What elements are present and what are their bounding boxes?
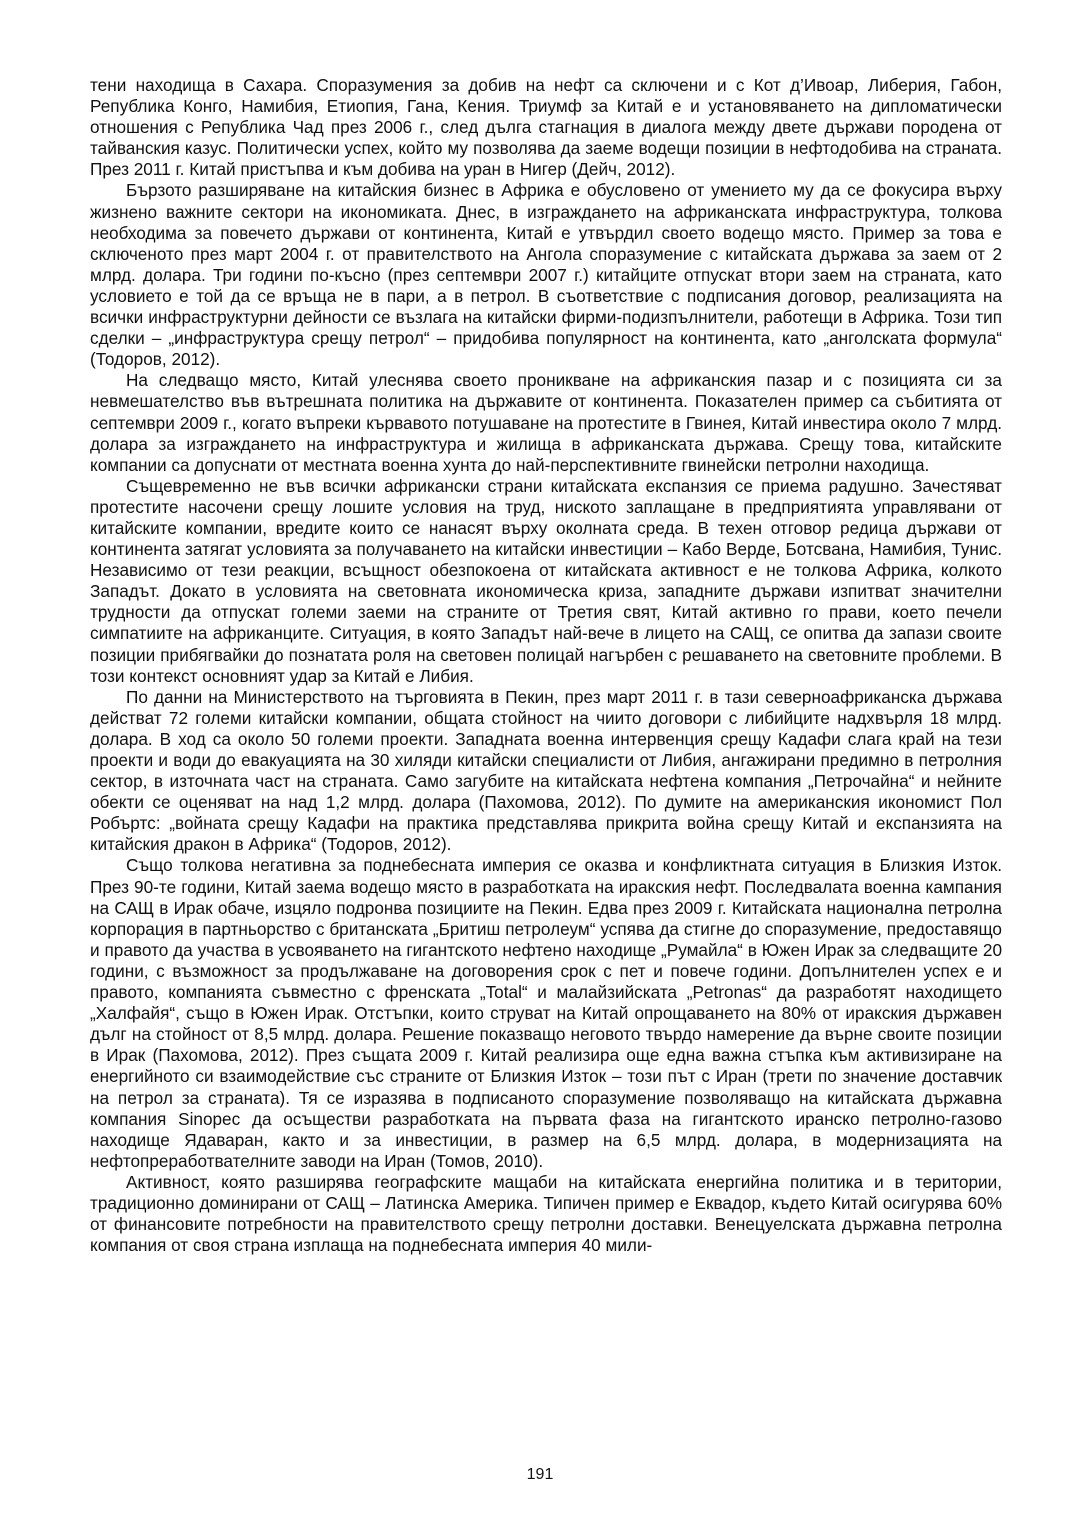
paragraph-1: тени находища в Сахара. Споразумения за добив на нефт са сключени и с Кот д’Ивоар, Либерия, Габон, Република Конго, Намибия, Етиопия, Гана, Кения. Триумф за Китай е и установяването на дипломатически отношения с Република Чад през 2006 г., след дълга стагнация в диалога между двете държави породена от тайванския казус. Политически успех, който му позволява да заеме водещи позиции в нефтодобива на страната. През 2011 г. Китай пристъпва и към добива на уран в Нигер (Дейч, 2012). — [90, 75, 1002, 180]
page-body — [90, 75, 1002, 1256]
paragraph-5: По данни на Министерството на търговията в Пекин, през март 2011 г. в тази северноафриканска държава действат 72 големи китайски компании, общата стойност на чиито договори с либийците надхвърля 18 млрд. долара. В ход са около 50 големи проекти. Западната военна интервенция срещу Кадафи слага край на тези проекти и води до евакуацията на 30 хиляди китайски специалисти от Либия, ангажирани предимно в петролния сектор, в източната част на страната. Само загубите на китайската нефтена компания „Петрочайна“ и нейните обекти се оценяват на над 1,2 млрд. долара (Пахомова, 2012). По думите на американския икономист Пол Робъртс: „войната срещу Кадафи на практика представлява прикрита война срещу Китай и експанзията на китайския дракон в Африка“ (Тодоров, 2012). — [90, 686, 1002, 855]
page-number: 191 — [526, 1466, 554, 1483]
paragraph-2: Бързото разширяване на китайския бизнес в Африка е обусловено от умението му да се фокусира върху жизнено важните сектори на икономиката. Днес, в изграждането на африканската инфраструктура, толкова необходима за повечето държави от континента, Китай е утвърдил своето водещо място. Пример за това е сключеното през март 2004 г. от правителството на Ангола споразумение с китайската държава за заем от 2 млрд. долара. Три години по-късно (през септември 2007 г.) китайците отпускат втори заем на страната, като условието е той да се връща не в пари, а в петрол. В съответствие с подписания договор, реализацията на всички инфраструктурни дейности се възлага на китайски фирми-подизпълнители, работещи в Африка. Този тип сделки – „инфраструктура срещу петрол“ – придобива популярност на континента, като „анголската формула“ (Тодоров, 2012). — [90, 180, 1002, 370]
paragraph-6: Също толкова негативна за поднебесната империя се оказва и конфликтната ситуация в Близкия Изток. През 90-те години, Китай заема водещо място в разработката на иракския нефт. Последвалата военна кампания на САЩ в Ирак обаче, изцяло подронва позициите на Пекин. Едва през 2009 г. Китайската национална петролна корпорация в партньорство с британската „Бритиш петролеум“ успява да стигне до споразумение, предоставящо и правото да участва в усвояването на гигантското нефтено находище „Румайла“ в Южен Ирак за следващите 20 години, с възможност за продължаване на договорения срок с пет и повече години. Допълнителен успех е и правото, компанията съвместно с френската „Total“ и малайзийската „Petronas“ да разработят находището „Халфайя“, също в Южен Ирак. Отстъпки, които струват на Китай опрощаването на 80% от иракския държавен дълг на стойност от 8,5 млрд. долара. Решение показващо неговото твърдо намерение да върне своите позиции в Ирак (Пахомова, 2012). През същата 2009 г. Китай реализира още една важна стъпка към активизиране на енергийното си взаимодействие със страните от Близкия Изток – този път с Иран (трети по значение доставчик на петрол за страната). Тя се изразява в подписаното споразумение позволяващо на китайската държавна компания Sinopec да осъществи разработката на първата фаза на гигантското иранско петролно-газово находище Ядаваран, както и за инвестиции, в размер на 6,5 млрд. долара, в модернизацията на нефтопреработвателните заводи на Иран (Томов, 2010). — [90, 855, 1002, 1171]
paragraph-3: На следващо място, Китай улеснява своето проникване на африканския пазар и с позицията си за невмешателство във вътрешната политика на държавите от континента. Показателен пример са събитията от септември 2009 г., когато въпреки кървавото потушаване на протестите в Гвинея, Китай инвестира около 7 млрд. долара за изграждането на инфраструктура и жилища в африканската държава. Срещу това, китайските компании са допуснати от местната военна хунта до най-перспективните гвинейски петролни находища. — [90, 370, 1002, 475]
paragraph-7: Активност, която разширява географските мащаби на китайската енергийна политика и в територии, традиционно доминирани от САЩ – Латинска Америка. Типичен пример е Еквадор, където Китай осигурява 60% от финансовите потребности на правителството срещу петролни доставки. Венецуелската държавна петролна компания от своя страна изплаща на поднебесната империя 40 мили- — [90, 1171, 1002, 1256]
paragraph-4: Същевременно не във всички африкански страни китайската експанзия се приема радушно. Зачестяват протестите насочени срещу лошите условия на труд, ниското заплащане в предприятията управлявани от китайските компании, вредите които се нанасят върху околната среда. В техен отговор редица държави от континента затягат условията за получаването на китайски инвестиции – Кабо Верде, Ботсвана, Намибия, Тунис. Независимо от тези реакции, всъщност обезпокоена от китайската активност е не толкова Африка, колкото Западът. Докато в условията на световната икономическа криза, западните държави изпитват значителни трудности да отпускат големи заеми на страните от Третия свят, Китай активно го прави, което печели симпатиите на африканците. Ситуация, в която Западът най-вече в лицето на САЩ, се опитва да запази своите позиции прибягвайки до познатата роля на световен полицай нагърбен с решаването на световните проблеми. В този контекст основният удар за Китай е Либия. — [90, 475, 1002, 686]
